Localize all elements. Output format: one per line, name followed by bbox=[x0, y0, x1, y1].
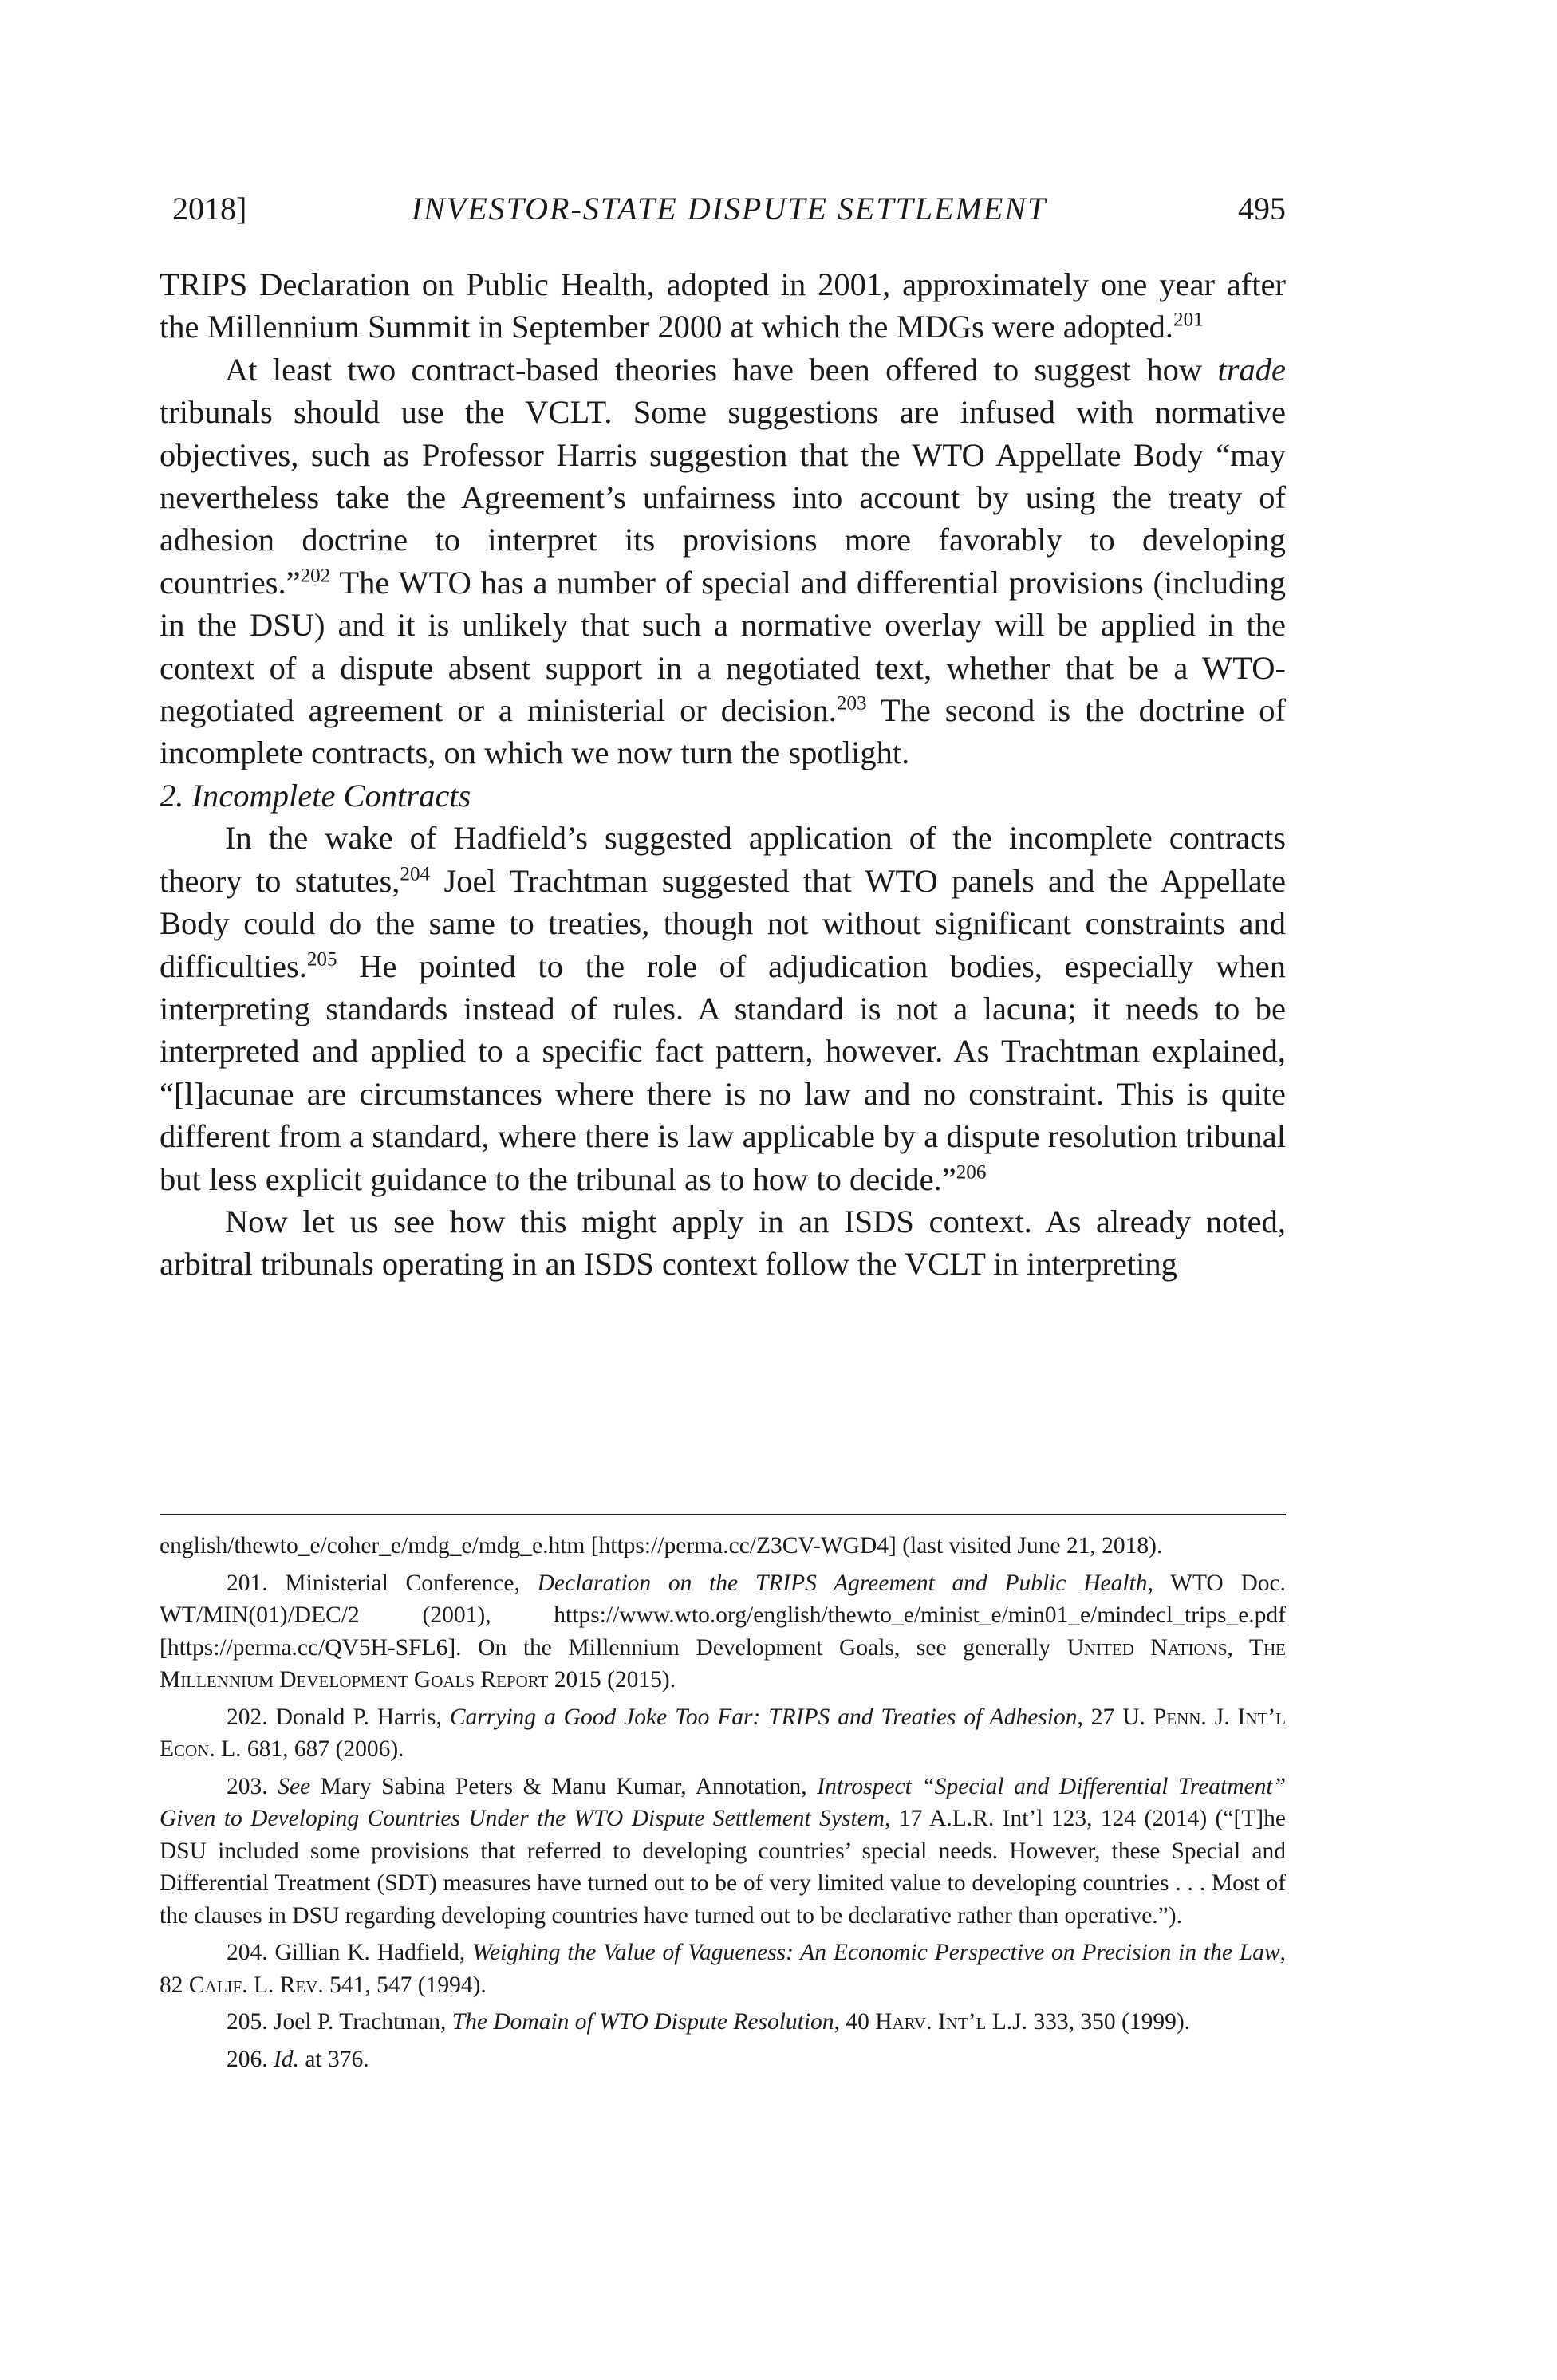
footnote-203 bbox=[160, 1771, 1286, 1933]
section-subheading: 2. Incomplete Contracts bbox=[160, 777, 471, 814]
footnote-ref-205: 205 bbox=[306, 948, 337, 970]
footnote-205 bbox=[160, 2006, 1286, 2039]
running-header bbox=[172, 190, 1286, 238]
footnote-text: , 40 bbox=[834, 2009, 876, 2035]
footnote-text: 2015 (2015). bbox=[548, 1667, 676, 1692]
paragraph-1-text: TRIPS Declaration on Public Health, adopted in 2001, approximately one year after the Millennium Summit in September 2000 at which the MDGs were adopted. bbox=[160, 266, 1286, 345]
paragraph-3-text-a: In the wake of Hadfield’s suggested application of the incomplete contracts theory to statutes, bbox=[160, 820, 1286, 899]
footnote-201 bbox=[160, 1567, 1286, 1696]
footnote-carryover: english/thewto_e/coher_e/mdg_e/mdg_e.htm [https://perma.cc/Z3CV-WGD4] (last visited June 21, 2018). bbox=[160, 1533, 1163, 1558]
footnote-title: Declaration on the TRIPS Agreement and Public Health bbox=[537, 1570, 1148, 1596]
footnote-number: 202. bbox=[227, 1704, 268, 1730]
footnote-source: U. Penn. J. Int’l Econ. L. bbox=[160, 1704, 1287, 1762]
footnote-ref-201: 201 bbox=[1173, 309, 1204, 331]
paragraph-3 bbox=[160, 817, 1286, 1200]
footnote-text: Gillian K. Hadfield, bbox=[267, 1940, 473, 1965]
footnote-text: , 27 bbox=[1077, 1704, 1123, 1730]
footnote-text: Mary Sabina Peters & Manu Kumar, Annotation, bbox=[310, 1773, 818, 1799]
footnote-text: , WTO Doc. WT/MIN(01)/DEC/2 (2001), https://www.wto.org/english/thewto_e/minist_e/min01_e/mindecl_trips_e.pdf [https://perma.cc/QV5H-SFL6]. On the Millennium Development Goals, see generally bbox=[160, 1570, 1286, 1661]
footnote-divider bbox=[160, 1514, 1286, 1515]
footnote-signal: Id. bbox=[274, 2046, 299, 2072]
page-number: 495 bbox=[1238, 191, 1286, 227]
footnote-ref-204: 204 bbox=[400, 863, 431, 885]
paragraph-4: Now let us see how this might apply in an ISDS context. As already noted, arbitral tribunals operating in an ISDS context follow the VCLT in interpreting bbox=[160, 1203, 1286, 1283]
footnote-signal: See bbox=[278, 1773, 311, 1799]
footnote-text: 541, 547 (1994). bbox=[323, 1972, 487, 1998]
footnote-title: Introspect “Special and Differential Treatment” Given to Developing Countries Under the WTO Dispute Settlement System bbox=[160, 1773, 1286, 1831]
running-title: INVESTOR-STATE DISPUTE SETTLEMENT bbox=[411, 191, 1047, 227]
footnote-text: 333, 350 (1999). bbox=[1027, 2009, 1191, 2035]
footnote-text: at 376. bbox=[298, 2046, 369, 2072]
footnote-source: Harv. Int’l L.J. bbox=[875, 2009, 1027, 2035]
footnote-source: Calif. L. Rev. bbox=[188, 1972, 324, 1998]
footnote-number: 204. bbox=[227, 1940, 268, 1965]
paragraph-2-text-a: At least two contract-based theories have been offered to suggest how bbox=[225, 351, 1218, 388]
paragraph-2-emphasis: trade bbox=[1217, 351, 1286, 388]
paragraph-2-text-b: tribunals should use the VCLT. Some suggestions are infused with normative objectives, such as Professor Harris suggestion that the WTO Appellate Body “may nevertheless take the Agreement’s unfairness into account by using the treaty of adhesion doctrine to interpret its provisions more favorably to developing countries.” bbox=[160, 394, 1286, 601]
footnote-204 bbox=[160, 1937, 1286, 2001]
paragraph-3-text-b: Joel Trachtman suggested that WTO panels and the Appellate Body could do the same to treaties, though not without significant constraints and difficulties. bbox=[160, 862, 1287, 984]
paragraph-1 bbox=[160, 263, 1286, 349]
paragraph-2 bbox=[160, 349, 1286, 774]
header-year: 2018] bbox=[172, 191, 247, 227]
footnote-text: 681, 687 (2006). bbox=[241, 1736, 404, 1762]
footnote-text: Ministerial Conference, bbox=[267, 1570, 538, 1596]
body-text bbox=[160, 263, 1286, 1286]
footnote-number: 206. bbox=[227, 2046, 268, 2072]
footnote-ref-203: 203 bbox=[836, 692, 867, 715]
paragraph-2-text-c: The WTO has a number of special and differential provisions (including in the DSU) and it is unlikely that such a normative overlay will be applied in the context of a dispute absent support in a negotiated text, whether that be a WTO-negotiated agreement or a ministerial or decision. bbox=[160, 564, 1286, 729]
paragraph-2-text-d: The second is the doctrine of incomplete contracts, on which we now turn the spotlight. bbox=[160, 692, 1286, 771]
footnote-text: Joel P. Trachtman, bbox=[267, 2009, 452, 2035]
footnote-title: Carrying a Good Joke Too Far: TRIPS and Treaties of Adhesion bbox=[449, 1704, 1078, 1730]
footnote-title: The Domain of WTO Dispute Resolution bbox=[451, 2009, 834, 2035]
footnote-number: 203. bbox=[227, 1773, 268, 1799]
footnote-number: 205. bbox=[227, 2009, 268, 2035]
footnote-ref-202: 202 bbox=[300, 565, 331, 587]
footnote-ref-206: 206 bbox=[956, 1161, 987, 1184]
footnote-title: Weighing the Value of Vagueness: An Economic Perspective on Precision in the Law bbox=[472, 1940, 1280, 1965]
footnote-text: , 17 A.L.R. Int’l 123, 124 (2014) (“[T]he DSU included some provisions that referred to developing countries’ special needs. However, these Special and Differential Treatment (SDT) measures have turned out to be of very limited value to developing countries . . . Most of the clauses in DSU regarding developing countries have turned out to be declarative rather than operative.”). bbox=[160, 1806, 1286, 1929]
footnote-text: , 82 bbox=[160, 1940, 1286, 1998]
footnote-number: 201. bbox=[227, 1570, 268, 1596]
footnote-206 bbox=[160, 2043, 1286, 2076]
footnote-202 bbox=[160, 1701, 1286, 1766]
footnotes bbox=[160, 1530, 1286, 2080]
paragraph-3-text-c: He pointed to the role of adjudication bodies, especially when interpreting standards instead of rules. A standard is not a lacuna; it needs to be interpreted and applied to a specific fact pattern, however. As Trachtman explained, “[l]acunae are circumstances where there is no law and no constraint. This is quite different from a standard, where there is law applicable by a dispute resolution tribunal but less explicit guidance to the tribunal as to how to decide.” bbox=[160, 948, 1286, 1197]
footnote-text: Donald P. Harris, bbox=[267, 1704, 450, 1730]
footnote-source: United Nations, The Millennium Development Goals Report bbox=[160, 1634, 1286, 1692]
